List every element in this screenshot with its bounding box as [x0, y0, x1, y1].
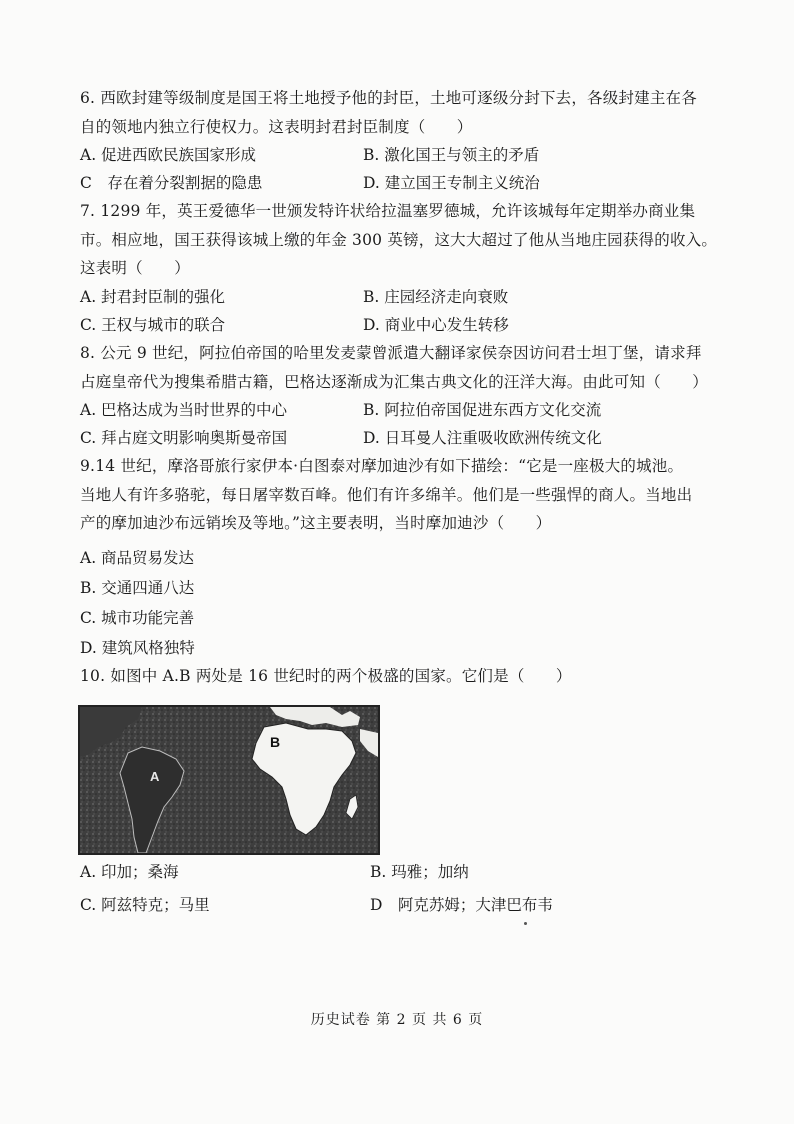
q6-option-d[interactable]: D. 建立国王专制主义统治 [363, 174, 540, 192]
map-label-a: A [150, 769, 160, 784]
q8-option-d[interactable]: D. 日耳曼人注重吸收欧洲传统文化 [363, 429, 602, 447]
q6-line-1: 6. 西欧封建等级制度是国王将土地授予他的封臣，土地可逐级分封下去，各级封建主在各 [80, 89, 697, 107]
q10-option-b[interactable]: B. 玛雅；加纳 [370, 863, 469, 881]
q9-line-3: 产的摩加迪沙布远销埃及等地。”这主要表明，当时摩加迪沙（ ） [80, 514, 552, 532]
q9-line-2: 当地人有许多骆驼，每日屠宰数百峰。他们有许多绵羊。他们是一些强悍的商人。当地出 [80, 485, 693, 504]
map-drawing [80, 707, 378, 853]
q7-line-2: 市。相应地，国王获得该城上缴的年金 300 英镑，这大大超过了他从当地庄园获得的收入。 [80, 230, 718, 249]
q7-line-1: 7. 1299 年，英王爱德华一世颁发特许状给拉温塞罗德城，允许该城每年定期举办商业集 [80, 202, 696, 220]
q8-option-c[interactable]: C. 拜占庭文明影响奥斯曼帝国 [80, 429, 288, 447]
q10-options-row-2 [80, 891, 720, 919]
page-footer: 历史试卷 第 2 页 共 6 页 [310, 1012, 484, 1028]
question-10 [80, 662, 720, 691]
question-7 [80, 197, 720, 283]
q6-options-row-1 [80, 141, 720, 169]
q10-option-d[interactable]: D 阿克苏姆；大津巴布韦 [370, 896, 553, 914]
question-8 [80, 339, 720, 396]
question-9 [80, 452, 720, 538]
atlantic-map [78, 705, 380, 855]
q9-option-b[interactable]: B. 交通四通八达 [80, 579, 195, 597]
q8-line-2: 占庭皇帝代为搜集希腊古籍，巴格达逐渐成为汇集古典文化的汪洋大海。由此可知（ ） [80, 372, 709, 391]
q9-option-a[interactable]: A. 商品贸易发达 [80, 549, 195, 567]
q8-option-a[interactable]: A. 巴格达成为当时世界的中心 [80, 401, 288, 419]
scan-speck [524, 922, 527, 925]
q6-line-2: 自的领地内独立行使权力。这表明封君封臣制度（ ） [80, 117, 473, 136]
q8-option-b[interactable]: B. 阿拉伯帝国促进东西方文化交流 [363, 401, 602, 419]
q10-options-row-1 [80, 858, 720, 886]
q6-option-b[interactable]: B. 激化国王与领主的矛盾 [363, 146, 540, 164]
q9-option-c[interactable]: C. 城市功能完善 [80, 609, 195, 627]
q8-options-row-1 [80, 396, 720, 424]
q6-options-row-2 [80, 169, 720, 197]
q10-line-1: 10. 如图中 A.B 两处是 16 世纪时的两个极盛的国家。它们是（ ） [80, 667, 572, 685]
q9-option-d[interactable]: D. 建筑风格独特 [80, 639, 195, 657]
q7-option-a[interactable]: A. 封君封臣制的强化 [80, 288, 226, 306]
q7-option-c[interactable]: C. 王权与城市的联合 [80, 316, 226, 334]
q8-options-row-2 [80, 424, 720, 452]
q7-option-d[interactable]: D. 商业中心发生转移 [363, 316, 509, 334]
q10-option-a[interactable]: A. 印加；桑海 [80, 863, 179, 881]
question-6 [80, 84, 720, 141]
q6-option-c[interactable]: C 存在着分裂割据的隐患 [80, 174, 263, 192]
q7-option-b[interactable]: B. 庄园经济走向衰败 [363, 288, 509, 306]
q8-line-1: 8. 公元 9 世纪，阿拉伯帝国的哈里发麦蒙曾派遣大翻译家侯奈因访问君士坦丁堡，请求拜 [80, 344, 702, 362]
q10-option-c[interactable]: C. 阿兹特克；马里 [80, 896, 210, 914]
q6-option-a[interactable]: A. 促进西欧民族国家形成 [80, 146, 257, 164]
q9-line-1: 9.14 世纪，摩洛哥旅行家伊本·白图泰对摩加迪沙有如下描绘：“它是一座极大的城池。 [80, 457, 684, 475]
q7-options-row-1 [80, 283, 720, 311]
q7-line-3: 这表明（ ） [80, 259, 190, 277]
q7-options-row-2 [80, 311, 720, 339]
map-label-b: B [270, 734, 281, 750]
